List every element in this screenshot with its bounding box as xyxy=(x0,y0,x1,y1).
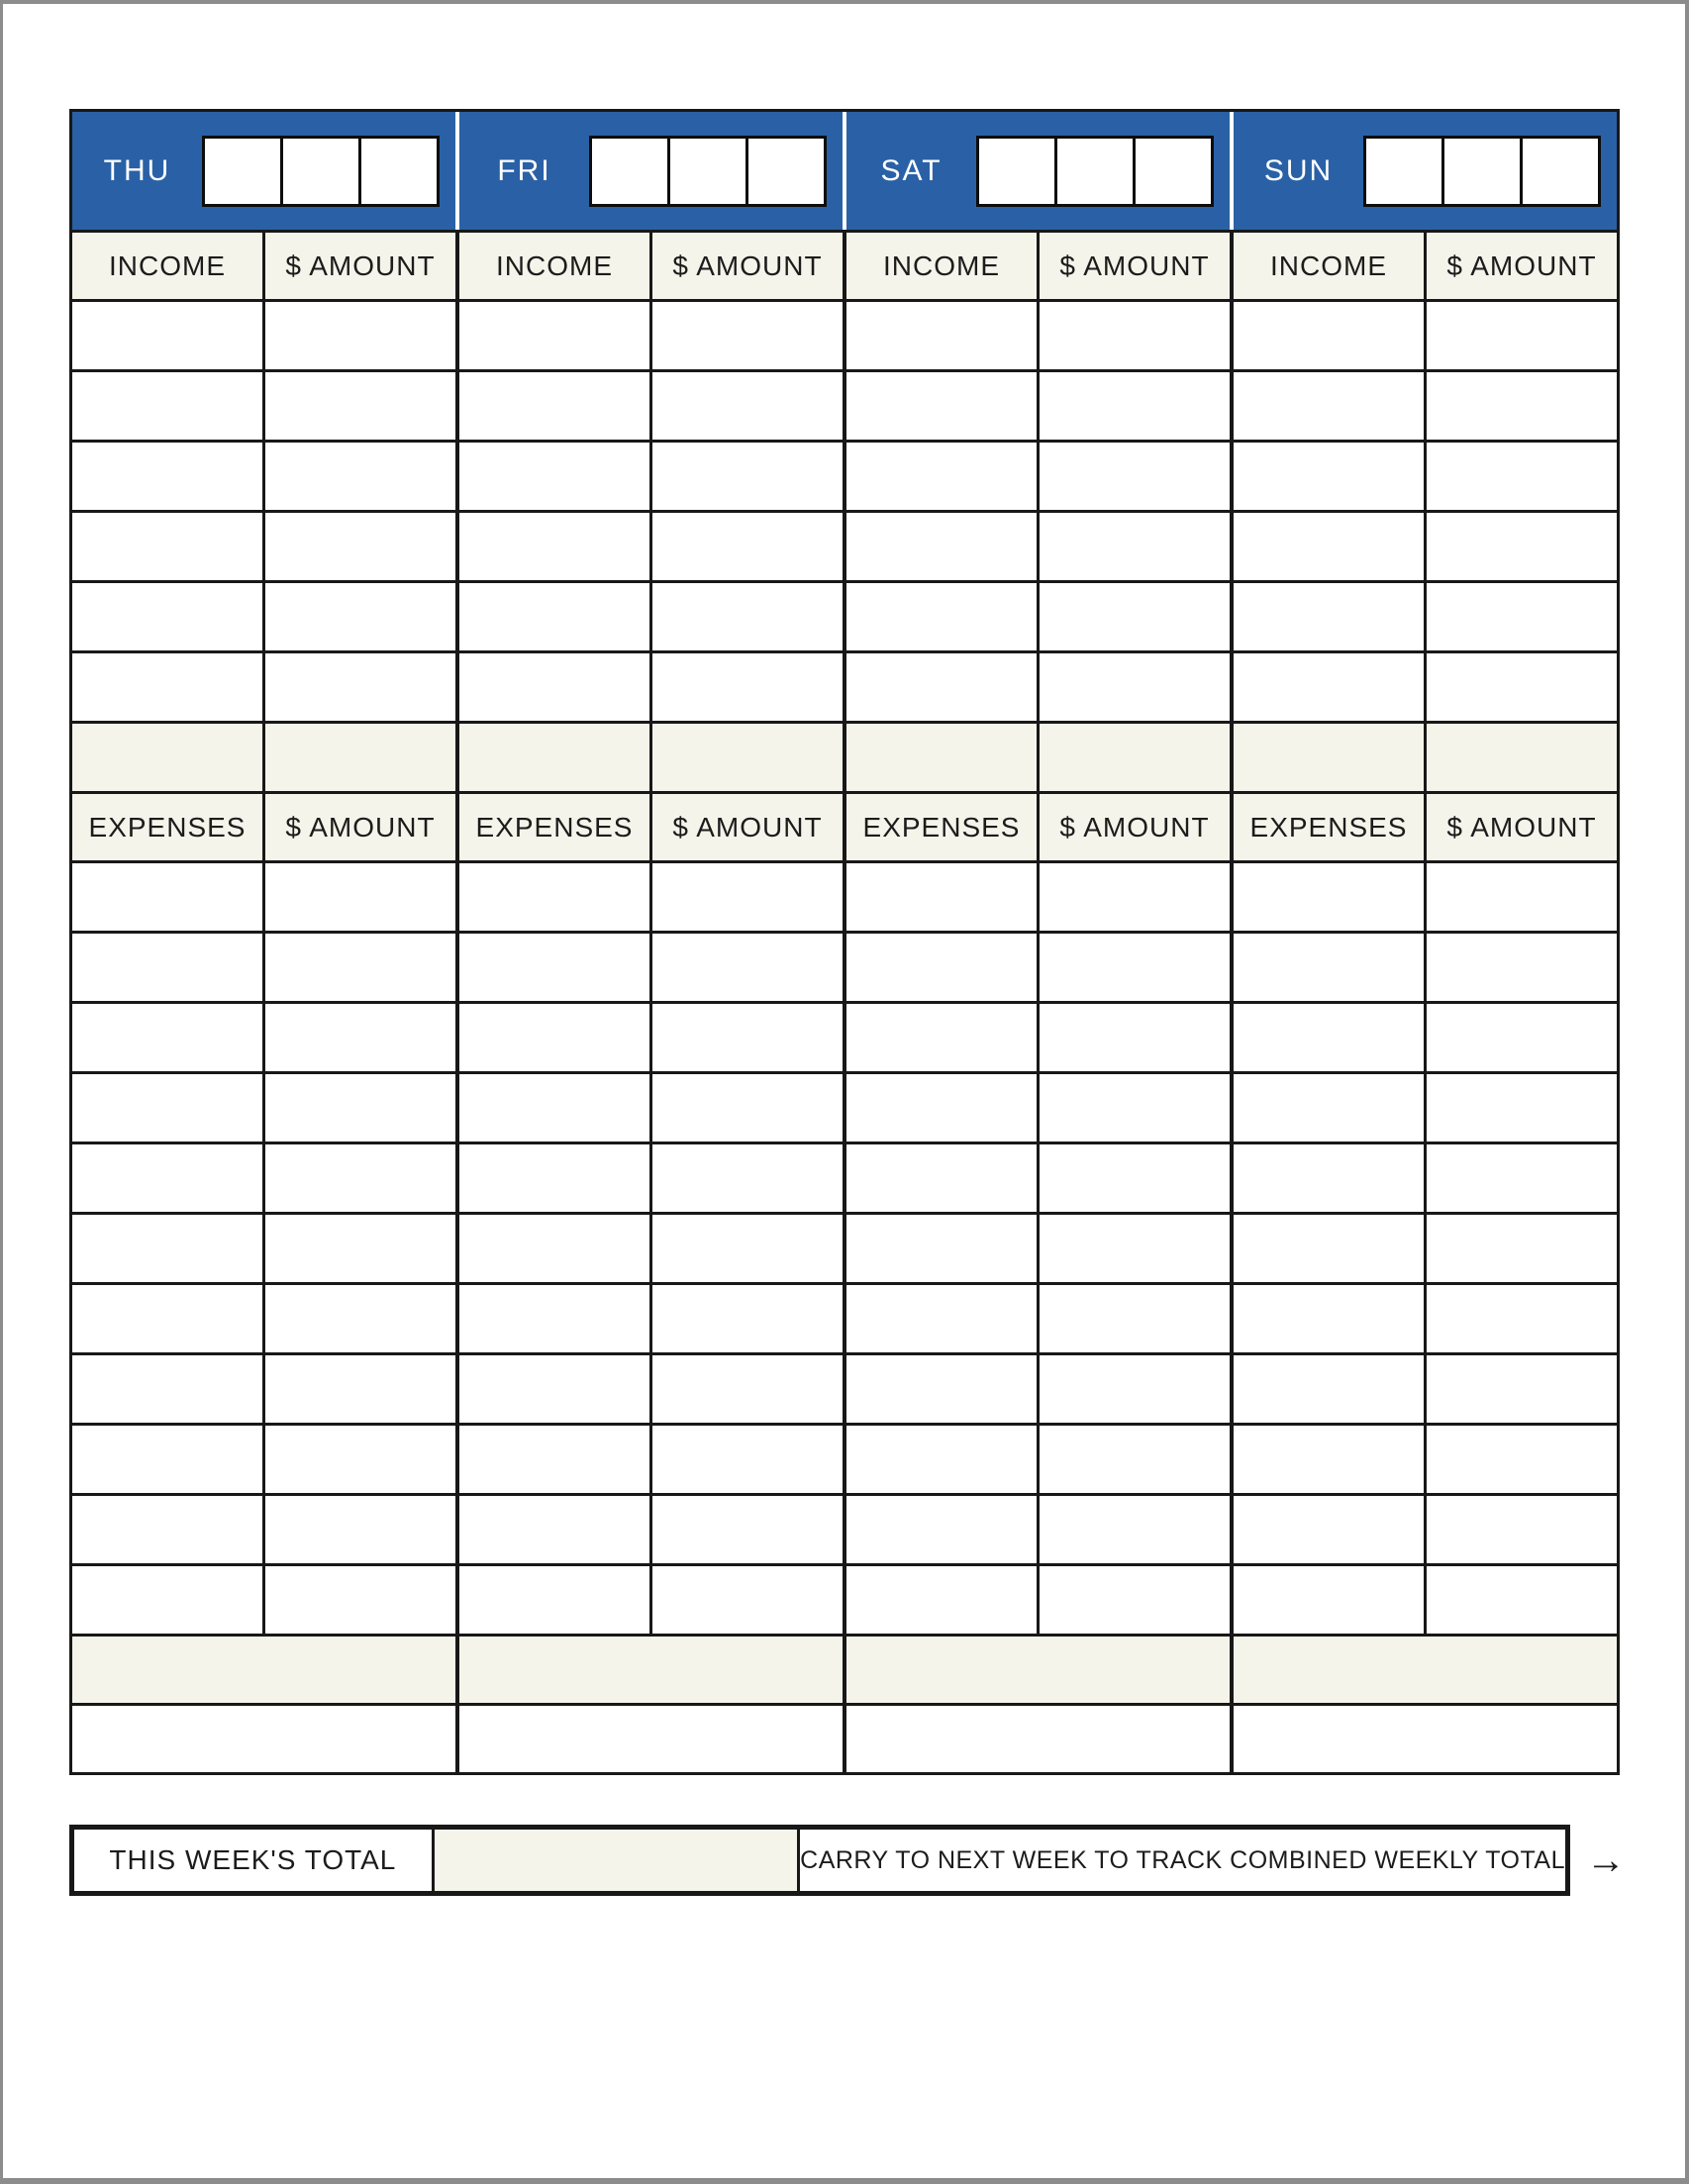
income-name-cell[interactable] xyxy=(846,372,1037,440)
expense-amount-cell[interactable] xyxy=(262,863,455,931)
income-row xyxy=(72,302,455,372)
income-row xyxy=(459,513,843,583)
income-name-cell[interactable] xyxy=(1234,653,1424,721)
day-label: THU xyxy=(103,153,171,187)
income-amount-cell[interactable] xyxy=(262,653,455,721)
expense-amount-cell[interactable] xyxy=(1037,1004,1230,1071)
expense-name-cell[interactable] xyxy=(459,1215,649,1282)
date-box[interactable] xyxy=(202,136,283,207)
income-name-cell[interactable] xyxy=(1234,513,1424,580)
income-row xyxy=(72,513,455,583)
expense-name-cell[interactable] xyxy=(846,1144,1037,1212)
income-name-cell[interactable] xyxy=(459,513,649,580)
expense-row xyxy=(846,1496,1230,1566)
expense-amount-cell[interactable] xyxy=(262,1355,455,1423)
date-boxes xyxy=(589,136,827,207)
date-boxes xyxy=(976,136,1214,207)
expense-name-cell[interactable] xyxy=(846,863,1037,931)
income-amount-cell[interactable] xyxy=(1037,372,1230,440)
expense-amount-cell[interactable] xyxy=(262,1426,455,1493)
income-amount-cell[interactable] xyxy=(649,443,843,510)
expense-row xyxy=(846,1215,1230,1285)
income-name-cell[interactable] xyxy=(459,653,649,721)
expense-row xyxy=(846,1004,1230,1074)
income-header: INCOME xyxy=(1234,233,1424,299)
day-carry-row[interactable] xyxy=(1234,1706,1617,1772)
income-amount-cell[interactable] xyxy=(1424,513,1617,580)
expense-amount-cell[interactable] xyxy=(649,1355,843,1423)
date-box[interactable] xyxy=(1520,136,1601,207)
expense-amount-cell[interactable] xyxy=(649,1566,843,1634)
income-amount-cell[interactable] xyxy=(1037,443,1230,510)
expense-amount-cell[interactable] xyxy=(1424,1355,1617,1423)
expense-name-cell[interactable] xyxy=(459,1566,649,1634)
income-name-cell[interactable] xyxy=(459,372,649,440)
expense-name-cell[interactable] xyxy=(459,1144,649,1212)
income-row xyxy=(72,443,455,513)
income-row xyxy=(72,653,455,724)
income-amount-cell[interactable] xyxy=(262,302,455,369)
expense-amount-cell[interactable] xyxy=(649,1004,843,1071)
expense-name-cell[interactable] xyxy=(846,1355,1037,1423)
expense-name-cell[interactable] xyxy=(72,1496,262,1563)
income-header-row xyxy=(1234,233,1617,302)
income-amount-cell[interactable] xyxy=(1424,653,1617,721)
income-row xyxy=(459,443,843,513)
income-name-cell[interactable] xyxy=(72,372,262,440)
expense-rows xyxy=(72,863,455,1637)
income-row xyxy=(846,583,1230,653)
carry-note: CARRY TO NEXT WEEK TO TRACK COMBINED WEEKLY TOTAL xyxy=(800,1845,1565,1874)
income-name-cell[interactable] xyxy=(1234,583,1424,650)
income-header-row xyxy=(72,233,455,302)
expense-amount-cell[interactable] xyxy=(1037,1144,1230,1212)
expense-amount-cell[interactable] xyxy=(1037,1355,1230,1423)
day-label: SAT xyxy=(880,153,943,187)
expense-name-cell[interactable] xyxy=(846,934,1037,1001)
expense-name-cell[interactable] xyxy=(846,1004,1037,1071)
expense-name-cell[interactable] xyxy=(846,1215,1037,1282)
expense-row xyxy=(459,1566,843,1637)
amount-header: $ AMOUNT xyxy=(1424,233,1617,299)
income-amount-cell[interactable] xyxy=(649,583,843,650)
expense-amount-cell[interactable] xyxy=(1424,1074,1617,1142)
income-rows xyxy=(459,302,843,724)
income-name-cell[interactable] xyxy=(72,583,262,650)
income-name-cell[interactable] xyxy=(846,302,1037,369)
expense-rows xyxy=(459,863,843,1637)
expense-row xyxy=(72,1426,455,1496)
week-total-value-cell[interactable] xyxy=(435,1830,800,1891)
day-total-row[interactable] xyxy=(846,1637,1230,1706)
expense-name-cell[interactable] xyxy=(846,1496,1037,1563)
weekly-budget-table xyxy=(69,109,1620,1775)
expense-row xyxy=(1234,1426,1617,1496)
income-total-label-cell[interactable] xyxy=(72,724,262,791)
date-box[interactable] xyxy=(1441,136,1523,207)
income-row xyxy=(1234,513,1617,583)
expense-name-cell[interactable] xyxy=(1234,1426,1424,1493)
income-total-amount-cell[interactable] xyxy=(262,724,455,791)
expense-amount-cell[interactable] xyxy=(1424,1004,1617,1071)
expense-row xyxy=(1234,1144,1617,1215)
expense-name-cell[interactable] xyxy=(72,1074,262,1142)
income-amount-cell[interactable] xyxy=(1424,443,1617,510)
date-box[interactable] xyxy=(745,136,827,207)
expense-row xyxy=(1234,1285,1617,1355)
day-column-sat xyxy=(843,112,1230,1772)
income-header-row xyxy=(846,233,1230,302)
amount-header: $ AMOUNT xyxy=(262,233,455,299)
expense-amount-cell[interactable] xyxy=(1037,863,1230,931)
date-box[interactable] xyxy=(667,136,748,207)
income-row xyxy=(1234,372,1617,443)
income-total-row xyxy=(846,724,1230,794)
expense-row xyxy=(1234,1074,1617,1144)
expense-amount-cell[interactable] xyxy=(1424,1285,1617,1352)
expense-row xyxy=(459,1004,843,1074)
income-row xyxy=(1234,302,1617,372)
expense-name-cell[interactable] xyxy=(1234,1144,1424,1212)
expense-name-cell[interactable] xyxy=(459,863,649,931)
expense-amount-cell[interactable] xyxy=(262,1496,455,1563)
expense-name-cell[interactable] xyxy=(72,1215,262,1282)
day-label: FRI xyxy=(497,153,551,187)
income-rows xyxy=(72,302,455,724)
expense-row xyxy=(459,863,843,934)
expense-name-cell[interactable] xyxy=(459,1004,649,1071)
expense-amount-cell[interactable] xyxy=(649,1074,843,1142)
income-total-label-cell[interactable] xyxy=(459,724,649,791)
amount-header: $ AMOUNT xyxy=(1424,794,1617,860)
income-amount-cell[interactable] xyxy=(262,583,455,650)
income-amount-cell[interactable] xyxy=(649,302,843,369)
expense-amount-cell[interactable] xyxy=(649,934,843,1001)
expense-row xyxy=(459,1074,843,1144)
expenses-header-row xyxy=(1234,794,1617,863)
income-total-label-cell[interactable] xyxy=(846,724,1037,791)
date-box[interactable] xyxy=(358,136,440,207)
income-total-amount-cell[interactable] xyxy=(1424,724,1617,791)
expense-row xyxy=(1234,1355,1617,1426)
expense-row xyxy=(72,1215,455,1285)
income-total-amount-cell[interactable] xyxy=(1037,724,1230,791)
expense-name-cell[interactable] xyxy=(459,1496,649,1563)
income-amount-cell[interactable] xyxy=(1037,513,1230,580)
expense-name-cell[interactable] xyxy=(72,1004,262,1071)
expense-amount-cell[interactable] xyxy=(1037,1285,1230,1352)
expense-row xyxy=(846,1355,1230,1426)
expense-row xyxy=(846,934,1230,1004)
expense-amount-cell[interactable] xyxy=(1037,1496,1230,1563)
day-header xyxy=(1234,112,1617,233)
expense-name-cell[interactable] xyxy=(72,1285,262,1352)
day-header xyxy=(459,112,843,233)
income-amount-cell[interactable] xyxy=(262,443,455,510)
income-total-row xyxy=(1234,724,1617,794)
income-row xyxy=(1234,653,1617,724)
expense-row xyxy=(72,1496,455,1566)
expense-amount-cell[interactable] xyxy=(1037,1566,1230,1634)
day-carry-row[interactable] xyxy=(846,1706,1230,1772)
expense-row xyxy=(459,1285,843,1355)
expense-name-cell[interactable] xyxy=(459,1355,649,1423)
income-header: INCOME xyxy=(459,233,649,299)
amount-header: $ AMOUNT xyxy=(649,794,843,860)
expense-amount-cell[interactable] xyxy=(262,1566,455,1634)
expense-row xyxy=(846,1566,1230,1637)
expense-name-cell[interactable] xyxy=(459,1426,649,1493)
income-amount-cell[interactable] xyxy=(1037,302,1230,369)
income-row xyxy=(846,653,1230,724)
expense-name-cell[interactable] xyxy=(1234,1355,1424,1423)
income-row xyxy=(72,583,455,653)
income-total-row xyxy=(72,724,455,794)
expense-amount-cell[interactable] xyxy=(1037,934,1230,1001)
expense-amount-cell[interactable] xyxy=(649,1215,843,1282)
expenses-header: EXPENSES xyxy=(846,794,1037,860)
income-name-cell[interactable] xyxy=(72,653,262,721)
expense-name-cell[interactable] xyxy=(72,863,262,931)
day-column-sun xyxy=(1230,112,1617,1772)
expense-amount-cell[interactable] xyxy=(1424,1144,1617,1212)
expense-name-cell[interactable] xyxy=(846,1426,1037,1493)
expense-amount-cell[interactable] xyxy=(1424,1215,1617,1282)
income-amount-cell[interactable] xyxy=(1424,302,1617,369)
expense-name-cell[interactable] xyxy=(72,934,262,1001)
expense-row xyxy=(1234,1004,1617,1074)
expense-name-cell[interactable] xyxy=(72,1566,262,1634)
expense-row xyxy=(1234,1566,1617,1637)
expense-name-cell[interactable] xyxy=(1234,1285,1424,1352)
income-total-label-cell[interactable] xyxy=(1234,724,1424,791)
expense-amount-cell[interactable] xyxy=(262,1074,455,1142)
amount-header: $ AMOUNT xyxy=(1037,233,1230,299)
expense-name-cell[interactable] xyxy=(72,1426,262,1493)
expense-name-cell[interactable] xyxy=(72,1355,262,1423)
income-amount-cell[interactable] xyxy=(1037,583,1230,650)
expenses-header-row xyxy=(459,794,843,863)
income-name-cell[interactable] xyxy=(459,583,649,650)
income-header: INCOME xyxy=(72,233,262,299)
income-name-cell[interactable] xyxy=(459,302,649,369)
day-total-row[interactable] xyxy=(72,1637,455,1706)
income-row xyxy=(459,302,843,372)
expense-row xyxy=(459,1496,843,1566)
income-name-cell[interactable] xyxy=(72,302,262,369)
expense-row xyxy=(72,934,455,1004)
date-boxes xyxy=(1363,136,1601,207)
income-name-cell[interactable] xyxy=(1234,443,1424,510)
day-total-row[interactable] xyxy=(1234,1637,1617,1706)
expense-rows xyxy=(846,863,1230,1637)
expenses-header: EXPENSES xyxy=(72,794,262,860)
week-total-label: THIS WEEK'S TOTAL xyxy=(74,1830,435,1891)
expense-row xyxy=(72,1074,455,1144)
amount-header: $ AMOUNT xyxy=(1037,794,1230,860)
day-header xyxy=(846,112,1230,233)
expense-name-cell[interactable] xyxy=(72,1144,262,1212)
date-box[interactable] xyxy=(589,136,670,207)
income-amount-cell[interactable] xyxy=(1037,653,1230,721)
date-box[interactable] xyxy=(1363,136,1444,207)
expense-amount-cell[interactable] xyxy=(1424,934,1617,1001)
expense-row xyxy=(459,1215,843,1285)
income-row xyxy=(1234,443,1617,513)
expense-row xyxy=(846,1074,1230,1144)
day-header xyxy=(72,112,455,233)
expense-rows xyxy=(1234,863,1617,1637)
expense-amount-cell[interactable] xyxy=(262,1285,455,1352)
expense-name-cell[interactable] xyxy=(846,1074,1037,1142)
income-amount-cell[interactable] xyxy=(262,513,455,580)
income-name-cell[interactable] xyxy=(72,443,262,510)
expense-amount-cell[interactable] xyxy=(1424,1496,1617,1563)
amount-header: $ AMOUNT xyxy=(262,794,455,860)
income-name-cell[interactable] xyxy=(1234,372,1424,440)
expense-name-cell[interactable] xyxy=(1234,1074,1424,1142)
date-box[interactable] xyxy=(1133,136,1214,207)
day-carry-row[interactable] xyxy=(72,1706,455,1772)
day-column-fri xyxy=(455,112,843,1772)
expense-amount-cell[interactable] xyxy=(262,1215,455,1282)
income-amount-cell[interactable] xyxy=(1424,372,1617,440)
income-row xyxy=(72,372,455,443)
income-row xyxy=(459,653,843,724)
day-total-row[interactable] xyxy=(459,1637,843,1706)
expense-amount-cell[interactable] xyxy=(1424,1426,1617,1493)
expense-amount-cell[interactable] xyxy=(1037,1215,1230,1282)
income-name-cell[interactable] xyxy=(846,583,1037,650)
expense-name-cell[interactable] xyxy=(846,1285,1037,1352)
income-total-row xyxy=(459,724,843,794)
day-column-thu xyxy=(72,112,455,1772)
income-header: INCOME xyxy=(846,233,1037,299)
expense-amount-cell[interactable] xyxy=(1424,1566,1617,1634)
amount-header: $ AMOUNT xyxy=(649,233,843,299)
income-row xyxy=(846,302,1230,372)
income-row xyxy=(846,372,1230,443)
expense-row xyxy=(846,1426,1230,1496)
income-row xyxy=(846,443,1230,513)
expense-name-cell[interactable] xyxy=(459,1285,649,1352)
expense-row xyxy=(72,1355,455,1426)
expense-row xyxy=(72,1144,455,1215)
income-amount-cell[interactable] xyxy=(1424,583,1617,650)
expense-amount-cell[interactable] xyxy=(1424,863,1617,931)
expense-amount-cell[interactable] xyxy=(649,1496,843,1563)
expenses-header-row xyxy=(72,794,455,863)
expense-row xyxy=(72,1285,455,1355)
expense-row xyxy=(72,1004,455,1074)
expenses-header-row xyxy=(846,794,1230,863)
income-amount-cell[interactable] xyxy=(649,372,843,440)
expense-row xyxy=(459,1426,843,1496)
expense-amount-cell[interactable] xyxy=(262,1004,455,1071)
expense-row xyxy=(459,1355,843,1426)
expense-name-cell[interactable] xyxy=(1234,1496,1424,1563)
expense-row xyxy=(1234,1496,1617,1566)
income-name-cell[interactable] xyxy=(846,443,1037,510)
income-name-cell[interactable] xyxy=(459,443,649,510)
expense-name-cell[interactable] xyxy=(1234,863,1424,931)
expense-name-cell[interactable] xyxy=(846,1566,1037,1634)
expense-amount-cell[interactable] xyxy=(1037,1426,1230,1493)
income-amount-cell[interactable] xyxy=(649,653,843,721)
income-amount-cell[interactable] xyxy=(649,513,843,580)
income-row xyxy=(459,372,843,443)
expense-row xyxy=(459,1144,843,1215)
expense-row xyxy=(72,863,455,934)
income-header-row xyxy=(459,233,843,302)
income-name-cell[interactable] xyxy=(846,653,1037,721)
expense-name-cell[interactable] xyxy=(1234,1215,1424,1282)
expense-row xyxy=(846,863,1230,934)
expenses-header: EXPENSES xyxy=(1234,794,1424,860)
expense-row xyxy=(1234,1215,1617,1285)
income-name-cell[interactable] xyxy=(1234,302,1424,369)
income-amount-cell[interactable] xyxy=(262,372,455,440)
income-row xyxy=(1234,583,1617,653)
expense-amount-cell[interactable] xyxy=(649,863,843,931)
expense-row xyxy=(1234,863,1617,934)
weekly-total-bar xyxy=(69,1825,1570,1896)
income-name-cell[interactable] xyxy=(72,513,262,580)
day-carry-row[interactable] xyxy=(459,1706,843,1772)
expense-amount-cell[interactable] xyxy=(649,1426,843,1493)
income-row xyxy=(459,583,843,653)
expense-row xyxy=(846,1285,1230,1355)
income-total-amount-cell[interactable] xyxy=(649,724,843,791)
expense-row xyxy=(459,934,843,1004)
income-rows xyxy=(1234,302,1617,724)
day-label: SUN xyxy=(1263,153,1334,187)
expense-name-cell[interactable] xyxy=(459,934,649,1001)
carry-arrow-icon: → xyxy=(1586,1837,1626,1882)
expense-row xyxy=(72,1566,455,1637)
expense-name-cell[interactable] xyxy=(1234,1004,1424,1071)
expense-amount-cell[interactable] xyxy=(649,1144,843,1212)
expense-amount-cell[interactable] xyxy=(262,934,455,1001)
date-boxes xyxy=(202,136,440,207)
date-box[interactable] xyxy=(280,136,361,207)
expense-name-cell[interactable] xyxy=(459,1074,649,1142)
expense-name-cell[interactable] xyxy=(1234,934,1424,1001)
expense-row xyxy=(1234,934,1617,1004)
expense-amount-cell[interactable] xyxy=(1037,1074,1230,1142)
income-rows xyxy=(846,302,1230,724)
expense-amount-cell[interactable] xyxy=(649,1285,843,1352)
date-box[interactable] xyxy=(976,136,1057,207)
expense-row xyxy=(846,1144,1230,1215)
expenses-header: EXPENSES xyxy=(459,794,649,860)
income-name-cell[interactable] xyxy=(846,513,1037,580)
income-row xyxy=(846,513,1230,583)
date-box[interactable] xyxy=(1054,136,1136,207)
expense-amount-cell[interactable] xyxy=(262,1144,455,1212)
expense-name-cell[interactable] xyxy=(1234,1566,1424,1634)
